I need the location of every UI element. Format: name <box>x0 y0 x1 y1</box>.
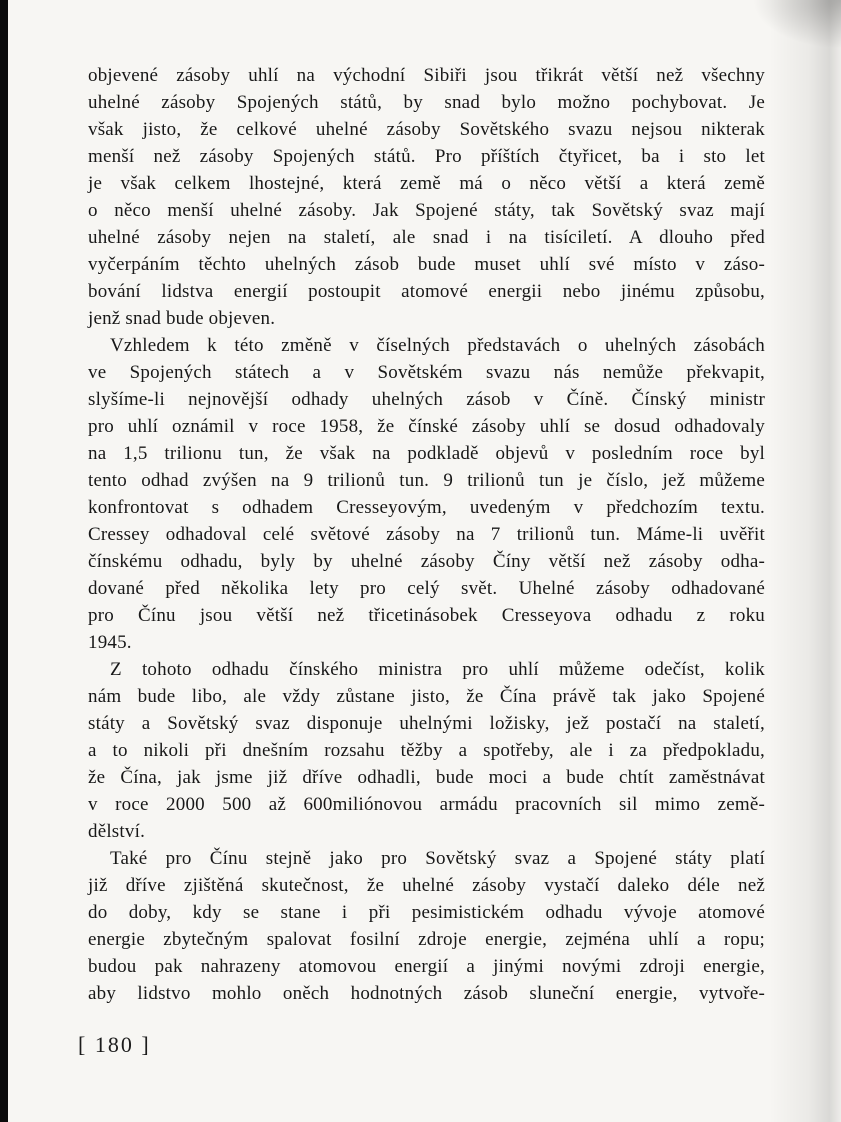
text-line: je však celkem lhostejné, která země má o něco větší a která země <box>88 173 765 194</box>
text-line: a to nikoli při dnešním rozsahu těžby a spotřeby, ale i za předpokladu, <box>88 740 765 761</box>
text-line: Z tohoto odhadu čínského ministra pro uhlí můžeme odečíst, kolik <box>110 659 765 680</box>
text-line: jenž snad bude objeven. <box>88 308 276 329</box>
text-line: slyšíme-li nejnovější odhady uhelných zásob v Číně. Čínský ministr <box>88 389 765 410</box>
page-number: [ 180 ] <box>78 1032 151 1057</box>
text-line: uhelné zásoby nejen na staletí, ale snad i na tisíciletí. A dlouho před <box>88 227 765 248</box>
scan-corner-smudge <box>741 0 841 55</box>
text-line: menší než zásoby Spojených států. Pro příštích čtyřicet, ba i sto let <box>88 146 765 167</box>
text-line: Vzhledem k této změně v číselných představách o uhelných zásobách <box>110 335 765 356</box>
text-line: dované před několika lety pro celý svět. Uhelné zásoby odhadované <box>88 578 765 599</box>
text-line: Cressey odhadoval celé světové zásoby na 7 trilionů tun. Máme-li uvěřit <box>88 524 765 545</box>
text-line: o něco menší uhelné zásoby. Jak Spojené státy, tak Sovětský svaz mají <box>88 200 765 221</box>
text-line: vyčerpáním těchto uhelných zásob bude muset uhlí své místo v záso- <box>88 254 765 275</box>
text-line: pro Čínu jsou větší než třicetinásobek Cresseyova odhadu z roku <box>88 605 765 626</box>
paragraph-0 <box>88 62 765 332</box>
text-line: již dříve zjištěná skutečnost, že uhelné zásoby vystačí daleko déle než <box>88 875 765 896</box>
text-line: 1945. <box>88 632 132 653</box>
text-line: objevené zásoby uhlí na východní Sibiři jsou třikrát větší než všechny <box>88 65 765 86</box>
text-line: však jisto, že celkové uhelné zásoby Sovětského svazu nejsou nikterak <box>88 119 765 140</box>
text-line: dělství. <box>88 821 146 842</box>
text-line: nám bude libo, ale vždy zůstane jisto, že Čína právě tak jako Spojené <box>88 686 765 707</box>
text-line: že Čína, jak jsme již dříve odhadli, bude moci a bude chtít zaměstnávat <box>88 767 765 788</box>
text-line: aby lidstvo mohlo oněch hodnotných zásob sluneční energie, vytvoře- <box>88 983 765 1004</box>
text-line: čínskému odhadu, byly by uhelné zásoby Číny větší než zásoby odha- <box>88 551 765 572</box>
text-line: uhelné zásoby Spojených států, by snad bylo možno pochybovat. Je <box>88 92 765 113</box>
text-line: v roce 2000 500 až 600miliónovou armádu pracovních sil mimo země- <box>88 794 765 815</box>
paragraph-1 <box>88 332 765 656</box>
text-line: bování lidstva energií postoupit atomové energii nebo jinému způsobu, <box>88 281 765 302</box>
text-line: konfrontovat s odhadem Cresseyovým, uvedeným v předchozím textu. <box>88 497 765 518</box>
text-line: pro uhlí oznámil v roce 1958, že čínské zásoby uhlí se dosud odhadovaly <box>88 416 765 437</box>
text-line: Také pro Čínu stejně jako pro Sovětský svaz a Spojené státy platí <box>110 848 765 869</box>
text-line: státy a Sovětský svaz disponuje uhelnými ložisky, jež postačí na staletí, <box>88 713 765 734</box>
paragraph-3 <box>88 845 765 1007</box>
text-line: tento odhad zvýšen na 9 trilionů tun. 9 trilionů tun je číslo, jež můžeme <box>88 470 765 491</box>
text-line: na 1,5 trilionu tun, že však na podkladě objevů v posledním roce byl <box>88 443 765 464</box>
scan-edge-left <box>0 0 8 1122</box>
page-curl-shadow <box>769 0 841 1122</box>
text-line: energie zbytečným spalovat fosilní zdroje energie, zejména uhlí a ropu; <box>88 929 765 950</box>
text-line: do doby, kdy se stane i při pesimistickém odhadu vývoje atomové <box>88 902 765 923</box>
body-text-block <box>88 62 765 1007</box>
text-line: ve Spojených státech a v Sovětském svazu nás nemůže překvapit, <box>88 362 765 383</box>
paragraph-2 <box>88 656 765 845</box>
text-line: budou pak nahrazeny atomovou energií a jinými novými zdroji energie, <box>88 956 765 977</box>
